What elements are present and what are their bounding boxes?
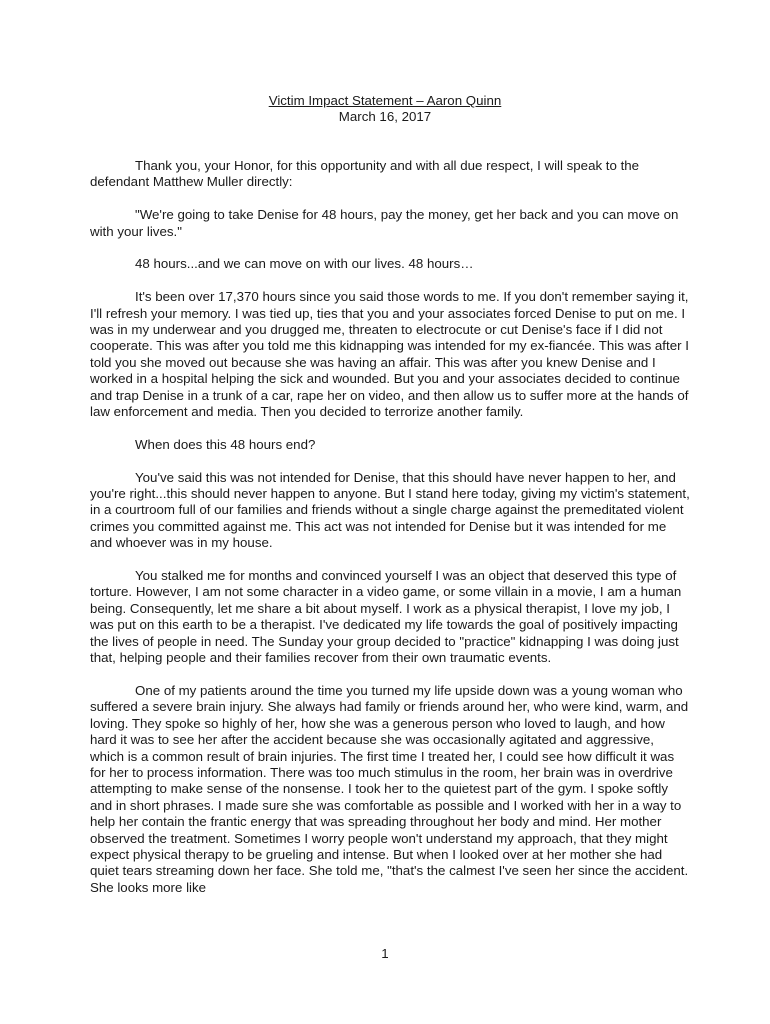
- paragraph: One of my patients around the time you turned my life upside down was a young woman who suffered a severe brain injury. She always had family or friends around her, who were kind, warm, and loving. They spoke so highly of her, how she was a generous person who loved to laugh, and how hard it was to see her after the accident because she was occasionally agitated and aggressive, which is a common result of brain injuries. The first time I treated her, I could see how difficult it was for her to process information. There was too much stimulus in the room, her brain was in overdrive attempting to make sense of the nonsense. I took her to the quietest part of the gym. I spoke softly and in short phrases. I made sure she was comfortable as possible and I worked with her in a way to help her contain the frantic energy that was spreading throughout her body and mind. Her mother observed the treatment. Sometimes I worry people won't understand my approach, that they might expect physical therapy to be grueling and intense. But when I looked over at her mother she had quiet tears streaming down her face. She told me, "that's the calmest I've seen her since the accident. She looks more like: [90, 682, 689, 895]
- document-body: [90, 158, 690, 913]
- document-header: [0, 93, 770, 125]
- paragraph: 48 hours...and we can move on with our lives. 48 hours…: [135, 256, 474, 272]
- paragraph: You've said this was not intended for Denise, that this should have never happen to her, and you're right...this should never happen to anyone. But I stand here today, giving my victim's statement, in a courtroom full of our families and friends without a single charge against the premeditated violent crimes you committed against me. This act was not intended for Denise but it was intended for me and whoever was in my house.: [90, 469, 690, 551]
- paragraph: "We're going to take Denise for 48 hours, pay the money, get her back and you can move on with your lives.": [90, 207, 679, 239]
- paragraph: You stalked me for months and convinced yourself I was an object that deserved this type of torture. However, I am not some character in a video game, or some villain in a movie, I am a human being. Consequently, let me share a bit about myself. I work as a physical therapist, I love my job, I was put on this earth to be a therapist. I've dedicated my life towards the goal of positively impacting the lives of people in need. The Sunday your group decided to "practice" kidnapping I was doing just that, helping people and their families recover from their own traumatic events.: [90, 568, 682, 666]
- paragraph: When does this 48 hours end?: [135, 436, 316, 452]
- page-number: 1: [381, 946, 389, 961]
- document-title: Victim Impact Statement – Aaron Quinn: [268, 93, 502, 108]
- document-date: March 16, 2017: [338, 109, 432, 124]
- paragraph: It's been over 17,370 hours since you said those words to me. If you don't remember saying it, I'll refresh your memory. I was tied up, ties that you and your associates forced Denise to put on me. I was in my underwear and you drugged me, threaten to electrocute or cut Denise's face if I did not cooperate. This was after you told me this kidnapping was intended for my ex-fiancée. This was after I told you she moved out because she was having an affair. This was after you knew Denise and I worked in a hospital helping the sick and wounded. But you and your associates decided to continue and trap Denise in a trunk of a car, rape her on video, and then allow us to suffer more at the hands of law enforcement and media. Then you decided to terrorize another family.: [90, 289, 689, 420]
- paragraph: Thank you, your Honor, for this opportunity and with all due respect, I will speak to the defendant Matthew Muller directly:: [90, 158, 640, 190]
